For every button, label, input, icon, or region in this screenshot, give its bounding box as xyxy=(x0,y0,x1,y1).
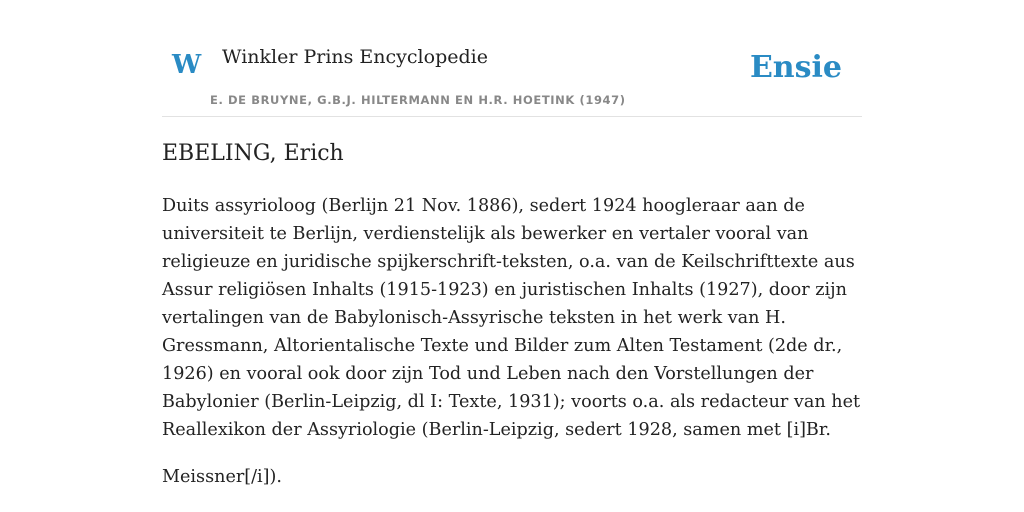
entry-paragraph: Duits assyrioloog (Berlijn 21 Nov. 1886), sedert 1924 hoogleraar aan de universiteit te Berlijn, verdienstelijk als bewerker en vertaler vooral van religieuze en juridische spijkerschrift-teksten, o.a. van de Keilschrifttexte aus Assur religiösen Inhalts (1915-1923) en juristischen Inhalts (1927), door zijn vertalingen van de Babylonisch-Assyrische teksten in het werk van H. Gressmann, Altorientalische Texte und Bilder zum Alten Testament (2de dr., 1926) en vooral ook door zijn Tod und Leben nach den Vorstellungen der Babylonier (Berlin-Leipzig, dl I: Texte, 1931); voorts o.a. als redacteur van het Reallexikon der Assyriologie (Berlin-Leipzig, sedert 1928, samen met [i]Br. xyxy=(162,196,861,440)
site-header xyxy=(162,40,862,117)
winkler-prins-logo[interactable]: W xyxy=(172,50,202,80)
ensie-logo[interactable]: Ensie xyxy=(749,50,842,85)
encyclopedia-title[interactable]: Winkler Prins Encyclopedie xyxy=(222,46,488,68)
encyclopedia-authors: E. DE BRUYNE, G.B.J. HILTERMANN EN H.R. HOETINK (1947) xyxy=(210,93,626,107)
entry-paragraph: Meissner[/i]). xyxy=(162,467,283,487)
entry-title: EBELING, Erich xyxy=(162,141,344,166)
